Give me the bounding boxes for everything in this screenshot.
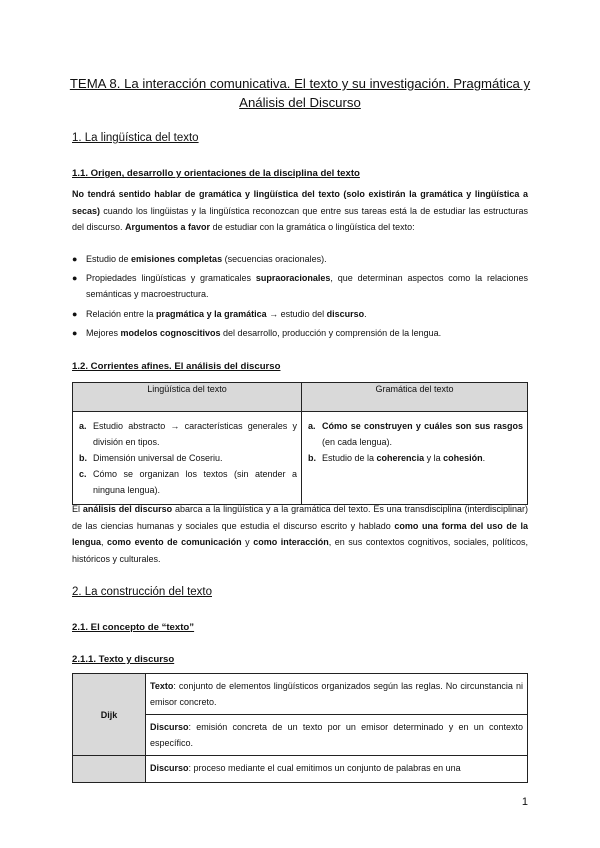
list-item: a. Estudio abstracto → características generales y división en tipos. bbox=[79, 421, 297, 447]
table-cell: Texto: conjunto de elementos lingüísticos organizados según las reglas. No circunstancia ni emisor concreto. bbox=[146, 674, 528, 715]
title-line-1: TEMA 8. La interacción comunicativa. El texto y su investigación. Pragmática y bbox=[69, 76, 531, 91]
list-item: c. Cómo se organizan los textos (sin atender a ninguna lengua). bbox=[79, 469, 297, 495]
p1-text-2: de estudiar con la gramática o lingüística del texto: bbox=[210, 222, 415, 232]
table-cell: Discurso: emisión concreta de un texto por un emisor determinado y en un contexto específico. bbox=[146, 715, 528, 756]
p1-text-1: cuando los lingüistas y la lingüística reconozcan que entre sus tareas está la de estudiar las estructuras del discurso. bbox=[72, 205, 528, 232]
table-header-linguistica: Lingüística del texto bbox=[73, 383, 302, 412]
list-item: b. Dimensión universal de Coseriu. bbox=[79, 453, 223, 463]
bullet-dot-icon: ● bbox=[72, 328, 78, 338]
table-cell-gramatica bbox=[302, 412, 528, 505]
page-number: 1 bbox=[521, 796, 528, 808]
bullet-item: ● Propiedades lingüísticas y gramaticales supraoracionales, que determinan aspectos como la relaciones semánticas y macroestructura. bbox=[72, 270, 528, 302]
texto-discurso-table bbox=[72, 673, 528, 783]
section-1-1-heading: 1.1. Origen, desarrollo y orientaciones de la disciplina del texto bbox=[72, 168, 360, 179]
bullet-dot-icon: ● bbox=[72, 254, 78, 264]
table-cell: Discurso: proceso mediante el cual emitimos un conjunto de palabras en una bbox=[146, 756, 528, 783]
table-cell-linguistica bbox=[73, 412, 302, 505]
bullet-item: ● Relación entre la pragmática y la gramática → estudio del discurso. bbox=[72, 306, 528, 322]
section-2-1-1-heading: 2.1.1. Texto y discurso bbox=[72, 654, 175, 665]
title-line-2: Análisis del Discurso bbox=[239, 95, 361, 110]
bullet-item: ● Mejores modelos cognoscitivos del desarrollo, producción y comprensión de la lengua. bbox=[72, 325, 528, 341]
comparison-table bbox=[72, 382, 528, 505]
p1-bold-1: No tendrá sentido hablar de gramática y lingüística del texto (solo existirán la gramática y lingüística a secas) bbox=[72, 189, 528, 216]
analisis-discurso-paragraph: El análisis del discurso abarca a la lingüística y a la gramática del texto. Es una transdisciplina (interdisciplinar) de las ciencias humanas y sociales que estudia el discurso escrito y hablado como una forma del uso de la lengua, como evento de comunicación y como interacción, en sus contextos cognitivos, sociales, políticos, históricos y culturales. bbox=[72, 504, 528, 564]
list-item: a. Cómo se construyen y cuáles son sus rasgos (en cada lengua). bbox=[308, 421, 523, 447]
section-1-1-paragraph bbox=[72, 186, 528, 236]
list-item: b. Estudio de la coherencia y la cohesión. bbox=[308, 453, 486, 463]
table-label-dijk: Dijk bbox=[73, 674, 146, 756]
p1-bold-2: Argumentos a favor bbox=[125, 222, 211, 232]
table-label-empty bbox=[73, 756, 146, 783]
section-1-heading: 1. La lingüística del texto bbox=[72, 132, 199, 144]
bullet-dot-icon: ● bbox=[72, 309, 78, 319]
section-2-1-heading: 2.1. El concepto de “texto” bbox=[72, 622, 195, 633]
section-2-heading: 2. La construcción del texto bbox=[72, 586, 212, 598]
table-header-gramatica: Gramática del texto bbox=[302, 383, 528, 412]
document-title bbox=[60, 74, 540, 112]
section-1-2-heading: 1.2. Corrientes afines. El análisis del discurso bbox=[72, 361, 281, 372]
bullet-item: ● Estudio de emisiones completas (secuencias oracionales). bbox=[72, 251, 528, 267]
bullet-dot-icon: ● bbox=[72, 273, 78, 283]
